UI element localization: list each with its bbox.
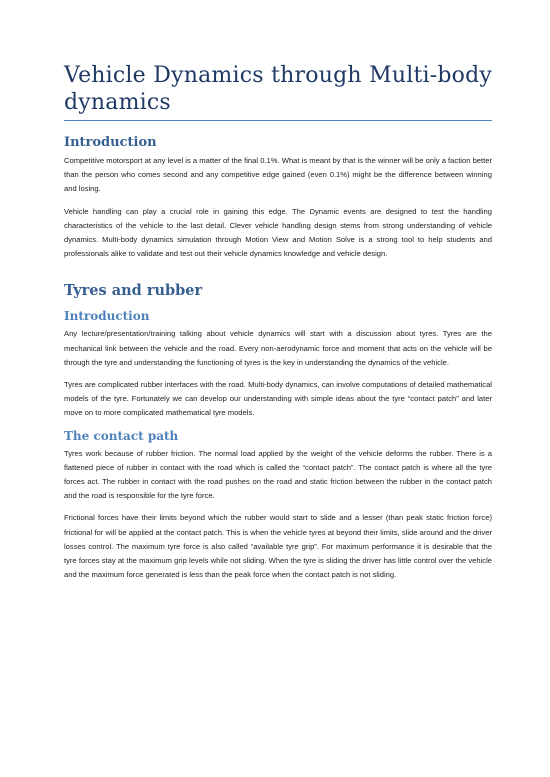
title-underline [64,120,492,121]
contact-paragraph-1: Tyres work because of rubber friction. The normal load applied by the weight of the vehicle deforms the rubber. There is a flattened piece of rubber in contact with the road which is called the “contact patch”. The contact patch is where all the tyre forces act. The rubber in contact with the road pushes on the road and static friction between the rubber in the contact patch and the road is responsible for the tyre force. [64,448,492,501]
tyres-intro-paragraph-2: Tyres are complicated rubber interfaces with the road. Multi-body dynamics, can involve computations of detailed mathematical models of the tyre. Fortunately we can develop our understanding with simple ideas about the tyre “contact patch” and later move on to more complicated mathematical tyre models. [64,380,492,418]
intro-heading: Introduction [64,135,157,150]
intro-paragraph-1: Competitive motorsport at any level is a matter of the final 0.1%. What is meant by that is the winner will be only a faction better than the person who comes second and any competitive edge gained (even 0.1%) might be the difference between winning and losing. [64,156,492,194]
document-title: Vehicle Dynamics through Multi-body dynamics [64,63,492,115]
tyres-intro-heading: Introduction [64,309,150,324]
document-body [64,62,492,590]
tyres-heading: Tyres and rubber [64,282,203,300]
contact-paragraph-2: Frictional forces have their limits beyond which the rubber would start to slide and a lesser (than peak static friction force) frictional for will be applied at the contact patch. This is when the vehicle tyres at beyond their limits, slide around and the driver losses control. The maximum tyre force is also called “available tyre grip”. For maximum performance it is desirable that the tyre forces stay at the maximum grip levels while not sliding. When the tyre is sliding the driver has little control over the vehicle and the maximum force generated is less than the peak force when the contact patch is not sliding. [64,513,492,580]
tyres-intro-paragraph-1: Any lecture/presentation/training talking about vehicle dynamics will start with a discussion about tyres. Tyres are the mechanical link between the vehicle and the road. Every non-aerodynamic force and moment that acts on the vehicle will be through the tyre and understanding the functioning of tyres is the key in understanding the dynamics of the vehicle. [64,329,492,367]
intro-paragraph-2: Vehicle handling can play a crucial role in gaining this edge. The Dynamic events are designed to test the handling characteristics of the vehicle to the last detail. Clever vehicle handling design stems from strong understanding of vehicle dynamics. Multi-body dynamics simulation through Motion View and Motion Solve is a strong tool to help students and professionals alike to validate and test out their vehicle dynamics knowledge and vehicle design. [64,206,492,259]
contact-patch-heading: The contact path [64,428,179,443]
